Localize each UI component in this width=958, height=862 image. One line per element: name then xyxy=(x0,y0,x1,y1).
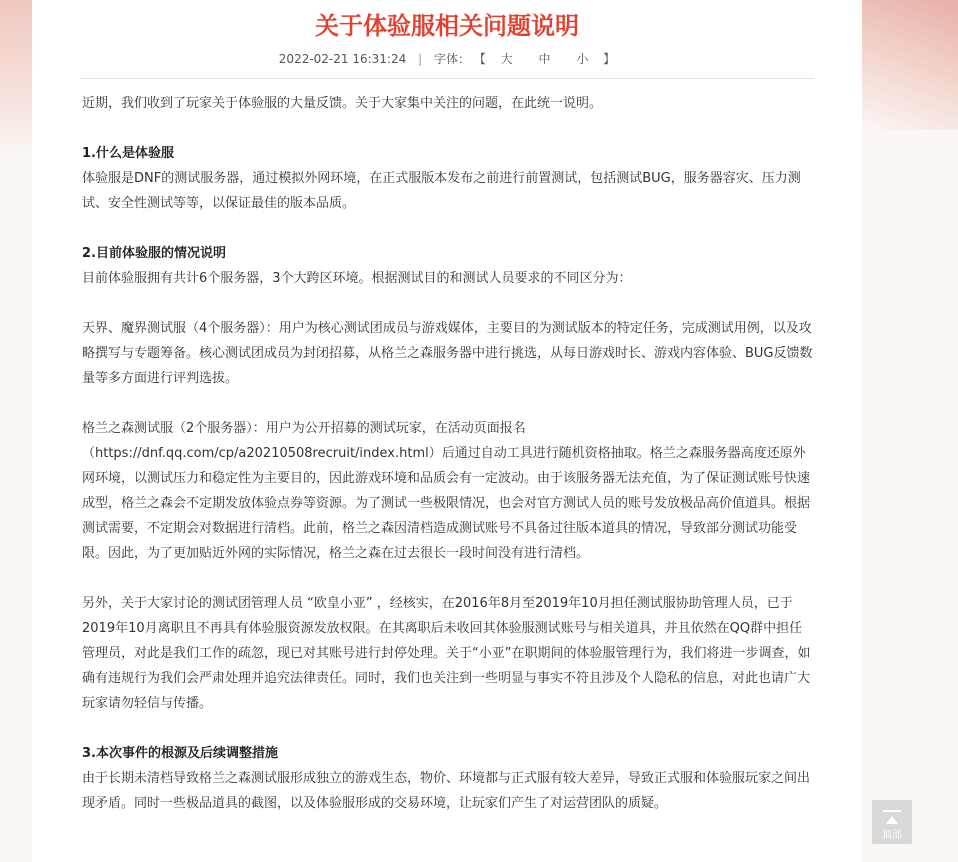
back-to-top-button[interactable] xyxy=(872,800,912,844)
font-size-label: 字体： xyxy=(433,52,470,66)
intro-paragraph: 近期，我们收到了玩家关于体验服的大量反馈。关于大家集中关注的问题，在此统一说明。 xyxy=(82,96,603,111)
article-meta xyxy=(32,50,862,68)
top-bar-icon xyxy=(883,810,901,812)
arrow-up-icon xyxy=(886,816,898,824)
article-title: 关于体验服相关问题说明 xyxy=(315,12,579,40)
article-body xyxy=(32,79,862,816)
manager-paragraph: 另外，关于大家讨论的测试团管理人员 “欧皇小亚” ，经核实，在2016年8月至2019年10月担任测试服协助管理人员，已于2019年10月离职且不再具有体验服资源发放权限。在其离职后未收回其体验服测试账号与相关道具，并且依然在QQ群中担任管理员，对此是我们工作的疏忽，现已对其账号进行封停处理。关于“小亚”在职期间的体验服管理行为，我们将进一步调查，如确有违规行为我们会严肃处理并追究法律责任。同时，我们也关注到一些明显与事实不符且涉及个人隐私的信息，对此也请广大玩家请勿轻信与传播。 xyxy=(82,596,811,711)
article-panel xyxy=(32,0,862,862)
gelan-paragraph: 格兰之森测试服（2个服务器）：用户为公开招募的测试玩家，在活动页面报名（https://dnf.qq.com/cp/a20210508recruit/index.html）后通过自动工具进行随机资格抽取。格兰之森服务器高度还原外网环境，以测试压力和稳定性为主要目的，因此游戏环境和品质会有一定波动。由于该服务器无法充值，为了保证测试账号快速成型，格兰之森会不定期发放体验点券等资源。为了测试一些极限情况，也会对官方测试人员的账号发放极品高价值道具。根据测试需要，不定期会对数据进行清档。此前，格兰之森因清档造成测试账号不具备过往版本道具的情况，导致部分测试功能受限。因此，为了更加贴近外网的实际情况，格兰之森在过去很长一段时间没有进行清档。 xyxy=(82,421,811,561)
bracket-open: 【 xyxy=(473,52,486,66)
section-3-paragraph: 由于长期未清档导致格兰之森测试服形成独立的游戏生态，物价、环境都与正式服有较大差异，导致正式服和体验服玩家之间出现矛盾。同时一些极品道具的截图，以及体验服形成的交易环境，让玩家们产生了对运营团队的质疑。 xyxy=(82,771,811,811)
meta-separator: | xyxy=(418,52,423,66)
font-size-medium-button[interactable]: 中 xyxy=(538,52,551,66)
section-heading-2: 2.目前体验服的情况说明 xyxy=(82,246,226,261)
bracket-close: 】 xyxy=(603,52,616,66)
section-1-paragraph: 体验服是DNF的测试服务器，通过模拟外网环境，在正式服版本发布之前进行前置测试，包括测试BUG，服务器容灾、压力测试、安全性测试等等，以保证最佳的版本品质。 xyxy=(82,171,801,211)
back-to-top-label: 顶部 xyxy=(882,830,902,841)
font-size-large-button[interactable]: 大 xyxy=(500,52,513,66)
publish-date: 2022-02-21 16:31:24 xyxy=(278,52,407,66)
section-heading-3: 3.本次事件的根源及后续调整措施 xyxy=(82,746,278,761)
font-size-small-button[interactable]: 小 xyxy=(576,52,589,66)
tianjie-mojie-paragraph: 天界、魔界测试服（4个服务器）：用户为核心测试团成员与游戏媒体，主要目的为测试版本的特定任务，完成测试用例，以及攻略撰写与专题筹备。核心测试团成员为封闭招募，从格兰之森服务器中进行挑选，从每日游戏时长、游戏内容体验、BUG反馈数量等多方面进行评判选拔。 xyxy=(82,321,813,386)
background-decoration-right xyxy=(858,0,958,130)
section-heading-1: 1.什么是体验服 xyxy=(82,146,174,161)
section-2-paragraph: 目前体验服拥有共计6个服务器，3个大跨区环境。根据测试目的和测试人员要求的不同区分为： xyxy=(82,271,632,286)
